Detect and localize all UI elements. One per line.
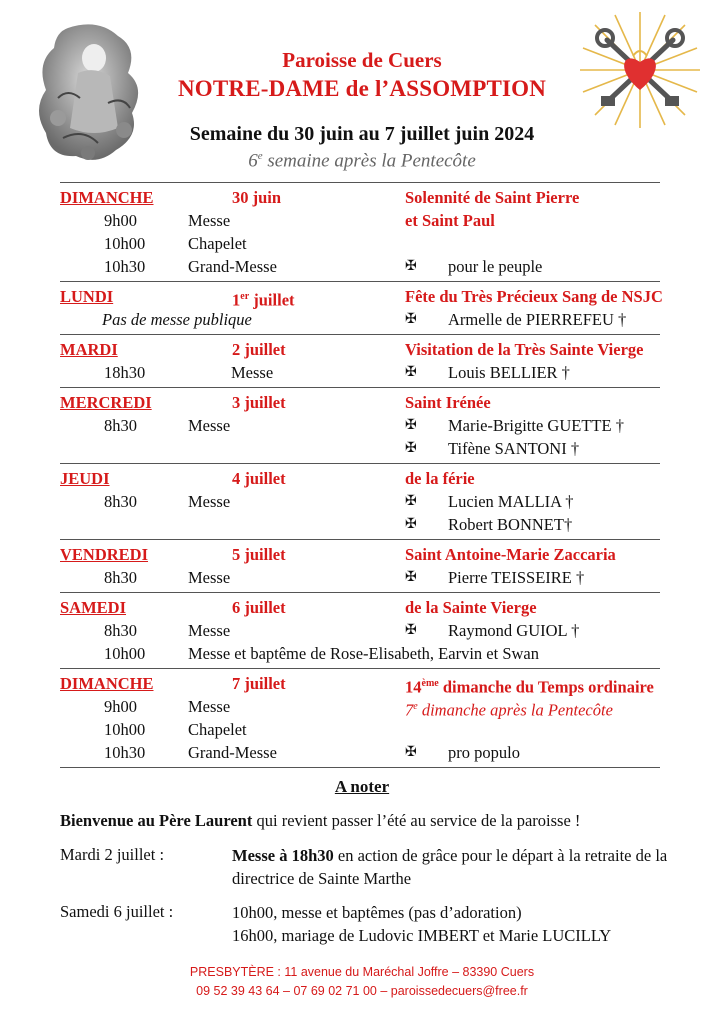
day-name: SAMEDI bbox=[60, 598, 127, 617]
feast-title: Saint Irénée bbox=[405, 393, 491, 412]
church-name: NOTRE-DAME de l’ASSOMPTION bbox=[177, 76, 547, 101]
feast-title: de la férie bbox=[405, 469, 475, 488]
service-type: Messe bbox=[188, 492, 231, 511]
note-text: 10h00, messe et baptêmes (pas d’adoration) 16h00, mariage de Ludovic IMBERT et Marie LUCILLY bbox=[232, 903, 612, 945]
mass-time: 8h30 bbox=[104, 621, 137, 640]
day-name: LUNDI bbox=[60, 287, 114, 306]
mass-time: 9h00 bbox=[104, 211, 137, 230]
cross-icon: ✠ bbox=[405, 312, 417, 327]
welcome-note: Bienvenue au Père Laurent qui revient passer l’été au service de la paroisse ! bbox=[60, 811, 581, 830]
mass-time: 18h30 bbox=[104, 363, 146, 382]
mass-intention: Marie-Brigitte GUETTE † bbox=[448, 416, 624, 435]
day-date: 5 juillet bbox=[232, 545, 286, 564]
feast-title: Saint Antoine-Marie Zaccaria bbox=[405, 545, 616, 564]
day-block bbox=[60, 182, 660, 281]
day-block bbox=[60, 592, 660, 668]
day-date: 30 juin bbox=[232, 188, 282, 207]
mass-intention: Pierre TEISSEIRE † bbox=[448, 568, 585, 587]
note-text: Messe à 18h30 en action de grâce pour le départ à la retraite de la directrice de Sainte Marthe bbox=[232, 846, 668, 888]
feast-title: Solennité de Saint Pierre bbox=[405, 188, 580, 207]
cross-icon: ✠ bbox=[405, 570, 417, 585]
service-type: Messe bbox=[188, 621, 231, 640]
cross-icon: ✠ bbox=[405, 441, 417, 456]
service-type: Chapelet bbox=[188, 234, 247, 253]
day-date: 3 juillet bbox=[232, 393, 286, 412]
mass-time: 8h30 bbox=[104, 416, 137, 435]
address: PRESBYTÈRE : 11 avenue du Maréchal Joffre – 83390 Cuers bbox=[189, 965, 535, 979]
cross-icon: ✠ bbox=[405, 745, 417, 760]
note-label: Mardi 2 juillet : bbox=[60, 845, 165, 864]
service-type: Messe bbox=[188, 697, 231, 716]
day-block bbox=[60, 334, 660, 387]
day-block bbox=[60, 463, 660, 539]
day-date: 7 juillet bbox=[232, 674, 286, 693]
service-type: Messe bbox=[188, 416, 231, 435]
mass-time: 8h30 bbox=[104, 492, 137, 511]
service-type: Grand-Messe bbox=[188, 743, 277, 762]
parish-name: Paroisse de Cuers bbox=[282, 48, 442, 72]
cross-icon: ✠ bbox=[405, 365, 417, 380]
mass-intention: Armelle de PIERREFEU † bbox=[448, 310, 627, 329]
mass-intention: pro populo bbox=[448, 743, 520, 762]
mass-time: 9h00 bbox=[104, 697, 137, 716]
phone-email: 09 52 39 43 64 – 07 69 02 71 00 – paroissedecuers@free.fr bbox=[196, 984, 528, 998]
cross-icon: ✠ bbox=[405, 418, 417, 433]
mass-intention: pour le peuple bbox=[448, 257, 543, 276]
mass-intention: Tifène SANTONI † bbox=[448, 439, 580, 458]
mass-time: 8h30 bbox=[104, 568, 137, 587]
mass-time: 10h00 bbox=[104, 720, 146, 739]
mass-time: 10h30 bbox=[104, 257, 146, 276]
day-block bbox=[60, 539, 660, 592]
cross-icon: ✠ bbox=[405, 259, 417, 274]
day-name: JEUDI bbox=[60, 469, 110, 488]
feast-title-continued: et Saint Paul bbox=[405, 211, 495, 230]
day-date: 1er juillet bbox=[232, 290, 295, 310]
day-block bbox=[60, 387, 660, 463]
day-name: MARDI bbox=[60, 340, 118, 359]
day-name: DIMANCHE bbox=[60, 188, 154, 207]
service-type: Messe bbox=[188, 568, 231, 587]
day-date: 4 juillet bbox=[232, 469, 286, 488]
feast-title: de la Sainte Vierge bbox=[405, 598, 537, 617]
cross-icon: ✠ bbox=[405, 517, 417, 532]
liturgical-week-note: 7e dimanche après la Pentecôte bbox=[405, 700, 613, 720]
day-name: MERCREDI bbox=[60, 393, 152, 412]
notes-heading: A noter bbox=[334, 777, 390, 796]
mass-time: 10h30 bbox=[104, 743, 146, 762]
mass-intention: Raymond GUIOL † bbox=[448, 621, 580, 640]
no-public-mass-note: Pas de messe publique bbox=[102, 310, 252, 329]
note-label: Samedi 6 juillet : bbox=[60, 902, 174, 921]
day-date: 6 juillet bbox=[232, 598, 286, 617]
day-name: VENDREDI bbox=[60, 545, 149, 564]
feast-title: Fête du Très Précieux Sang de NSJC bbox=[405, 287, 663, 306]
day-block bbox=[60, 281, 663, 334]
cross-icon: ✠ bbox=[405, 494, 417, 509]
service-type: Messe et baptême de Rose-Elisabeth, Earvin et Swan bbox=[188, 644, 539, 663]
feast-title: Visitation de la Très Sainte Vierge bbox=[405, 340, 644, 359]
service-type: Messe bbox=[188, 211, 231, 230]
feast-title: 14ème dimanche du Temps ordinaire bbox=[405, 677, 654, 697]
liturgical-week: 6e semaine après la Pentecôte bbox=[248, 150, 476, 172]
mass-time: 10h00 bbox=[104, 234, 146, 253]
service-type: Chapelet bbox=[188, 720, 247, 739]
day-date: 2 juillet bbox=[232, 340, 286, 359]
mass-intention: Louis BELLIER † bbox=[448, 363, 570, 382]
service-type: Grand-Messe bbox=[188, 257, 277, 276]
cross-icon: ✠ bbox=[405, 623, 417, 638]
mass-time: 10h00 bbox=[104, 644, 146, 663]
weekly-schedule bbox=[60, 182, 663, 768]
divider bbox=[60, 767, 660, 768]
day-block bbox=[60, 668, 660, 767]
day-name: DIMANCHE bbox=[60, 674, 154, 693]
presbytery-contact bbox=[0, 963, 724, 1001]
mass-intention: Robert BONNET† bbox=[448, 515, 573, 534]
service-type: Messe bbox=[231, 363, 274, 382]
mass-intention: Lucien MALLIA † bbox=[448, 492, 574, 511]
week-title: Semaine du 30 juin au 7 juillet juin 2024 bbox=[189, 123, 535, 145]
